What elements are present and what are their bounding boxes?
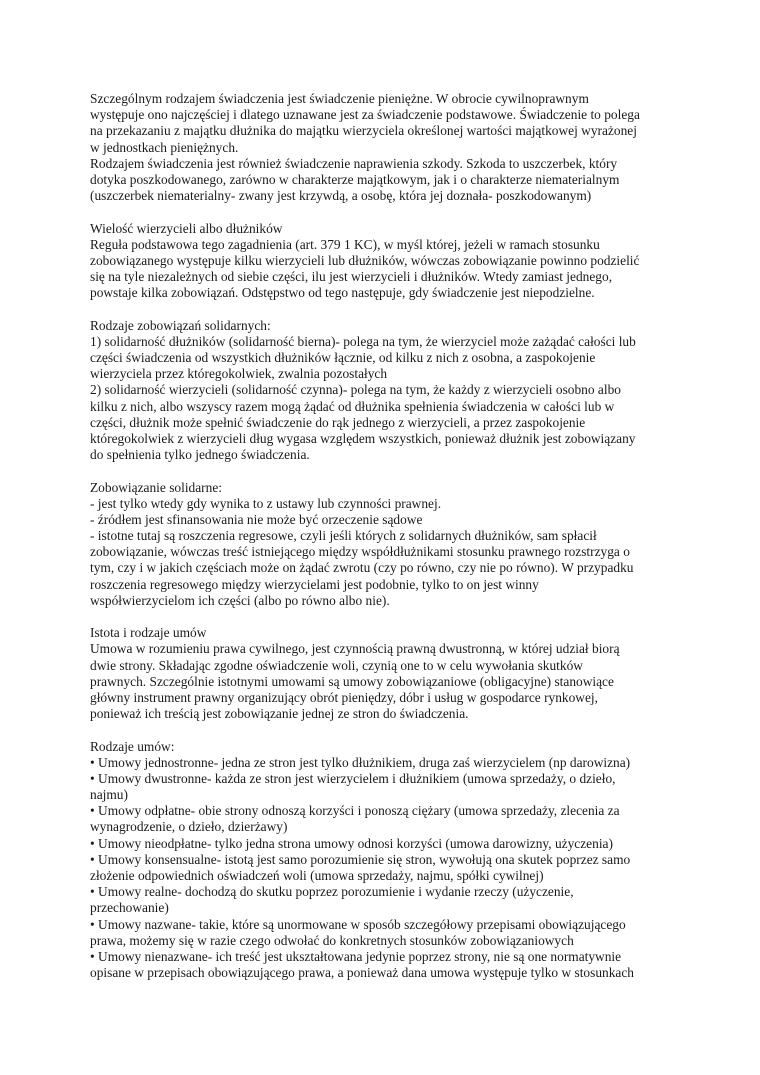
text-line: zobowiązanie, wówczas treść istniejącego między współdłużnikami stosunku prawnego rozstrzyga o	[90, 544, 630, 560]
text-line: - źródłem jest sfinansowania nie może być orzeczenie sądowe	[90, 511, 423, 527]
text-line: - jest tylko wtedy gdy wynika to z ustawy lub czynności prawnej.	[90, 495, 442, 511]
text-line: 1) solidarność dłużników (solidarność bierna)- polega na tym, że wierzyciel może zażądać całości lub	[90, 333, 636, 349]
text-line: Zobowiązanie solidarne:	[90, 479, 222, 495]
text-line: roszczenia regresowego między wierzycielami jest podobnie, tylko to on jest winny	[90, 576, 539, 592]
text-line: wierzyciela przez któregokolwiek, zwalnia pozostałych	[90, 366, 388, 382]
text-line: prawa, możemy się w razie czego odwołać do konkretnych stosunków zobowiązaniowych	[90, 932, 574, 948]
text-line: Wielość wierzycieli albo dłużników	[90, 220, 283, 236]
paragraph-gap	[90, 204, 680, 220]
text-line: w jednostkach pieniężnych.	[90, 139, 239, 155]
text-line: główny instrument prawny organizujący obrót pieniędzy, dóbr i usług w gospodarce rynkowej,	[90, 689, 598, 705]
text-line: Istota i rodzaje umów	[90, 625, 207, 641]
text-line: wynagrodzenie, o dzieło, dzierżawy)	[90, 819, 288, 835]
text-line: prawnych. Szczególnie istotnymi umowami są umowy zobowiązaniowe (obligacyjne) stanowiące	[90, 673, 614, 689]
text-line: powstaje kilka zobowiązań. Odstępstwo od tego następuje, gdy świadczenie jest niepodzielne.	[90, 285, 595, 301]
text-line: opisane w przepisach obowiązującego prawa, a ponieważ dana umowa występuje tylko w stosunkach	[90, 965, 635, 981]
paragraph	[90, 625, 680, 722]
document-page	[90, 91, 680, 981]
text-line: • Umowy jednostronne- jedna ze stron jest tylko dłużnikiem, druga zaś wierzycielem (np darowizna)	[90, 754, 631, 770]
text-line: • Umowy nienazwane- ich treść jest ukształtowana jedynie poprzez strony, nie są one normatywnie	[90, 948, 622, 964]
text-line: najmu)	[90, 787, 128, 803]
text-line: któregokolwiek z wierzycieli dług wygasa względem wszystkich, ponieważ dłużnik jest zobowiązany	[90, 430, 636, 446]
text-line: (uszczerbek niematerialny- zwany jest krzywdą, a osobę, która jej doznała- poszkodowanym)	[90, 188, 592, 204]
text-line: występuje ono najczęściej i dlatego uznawane jest za świadczenie podstawowe. Świadczenie to polega	[90, 107, 640, 123]
text-line: przechowanie)	[90, 900, 169, 916]
paragraph-gap	[90, 301, 680, 317]
paragraph-gap	[90, 463, 680, 479]
text-line: dotyka poszkodowanego, zarówno w charakterze majątkowym, jak i o charakterze niematerialnym	[90, 171, 620, 187]
paragraph	[90, 221, 680, 302]
text-line: kilku z nich, albo wszyscy razem mogą żądać od dłużnika spełnienia świadczenia w całości lub w	[90, 398, 615, 414]
text-line: • Umowy odpłatne- obie strony odnoszą korzyści i ponoszą ciężary (umowa sprzedaży, zlecenia za	[90, 803, 620, 819]
text-line: zobowiązanego występuje kilku wierzycieli lub dłużników, wówczas zobowiązanie powinno podzielić	[90, 252, 640, 268]
text-line: ponieważ ich treścią jest zobowiązanie jednej ze stron do świadczenia.	[90, 706, 469, 722]
text-line: • Umowy realne- dochodzą do skutku poprzez porozumienie i wydanie rzeczy (użyczenie,	[90, 884, 574, 900]
paragraph	[90, 480, 680, 610]
paragraph	[90, 91, 680, 204]
text-line: 2) solidarność wierzycieli (solidarność czynna)- polega na tym, że każdy z wierzycieli osobno albo	[90, 382, 621, 398]
text-line: części świadczenia od wszystkich dłużników łącznie, od kilku z nich z osobna, a zaspokojenie	[90, 350, 596, 365]
paragraph	[90, 739, 680, 982]
text-line: Szczególnym rodzajem świadczenia jest świadczenie pieniężne. W obrocie cywilnoprawnym	[90, 91, 589, 106]
text-line: • Umowy nieodpłatne- tylko jedna strona umowy odnosi korzyści (umowa darowizny, użyczenia)	[90, 835, 613, 851]
text-line: do spełnienia tylko jednego świadczenia.	[90, 447, 310, 463]
text-line: Rodzaje zobowiązań solidarnych:	[90, 317, 271, 333]
text-line: na przekazaniu z majątku dłużnika do majątku wierzyciela określonej wartości majątkowej wyrażonej	[90, 123, 637, 139]
text-line: • Umowy dwustronne- każda ze stron jest wierzycielem i dłużnikiem (umowa sprzedaży, o dzieło,	[90, 770, 616, 786]
text-line: Umowa w rozumieniu prawa cywilnego, jest czynnością prawną dwustronną, w której udział biorą	[90, 641, 620, 657]
paragraph	[90, 318, 680, 464]
text-line: - istotne tutaj są roszczenia regresowe, czyli jeśli których z solidarnych dłużników, sam spłacił	[90, 528, 597, 544]
text-line: złożenie odpowiednich oświadczeń woli (umowa sprzedaży, najmu, spółki cywilnej)	[90, 868, 544, 883]
text-line: Reguła podstawowa tego zagadnienia (art. 379 1 KC), w myśl której, jeżeli w ramach stosunku	[90, 236, 600, 252]
text-line: • Umowy nazwane- takie, które są unormowane w sposób szczegółowy przepisami obowiązującego	[90, 916, 626, 932]
paragraph-gap	[90, 722, 680, 738]
paragraph-gap	[90, 609, 680, 625]
text-line: się na tyle niezależnych od siebie części, ilu jest wierzycieli i dłużników. Wtedy zamiast jednego,	[90, 269, 613, 285]
text-line: dwie strony. Składając zgodne oświadczenie woli, czynią one to w celu wywołania skutków	[90, 657, 583, 673]
text-line: Rodzajem świadczenia jest również świadczenie naprawienia szkody. Szkoda to uszczerbek, który	[90, 155, 618, 171]
text-line: współwierzycielom ich części (albo po równo albo nie).	[90, 592, 390, 608]
text-line: tym, czy i w jakich częściach może on żądać zwrotu (czy po równo, czy nie po równo). W przypadku	[90, 560, 634, 576]
text-line: części, dłużnik może spełnić świadczenie do rąk jednego z wierzycieli, a przez zaspokojenie	[90, 414, 586, 430]
text-line: • Umowy konsensualne- istotą jest samo porozumienie się stron, wywołują ona skutek poprzez samo	[90, 851, 631, 867]
text-line: Rodzaje umów:	[90, 738, 175, 754]
